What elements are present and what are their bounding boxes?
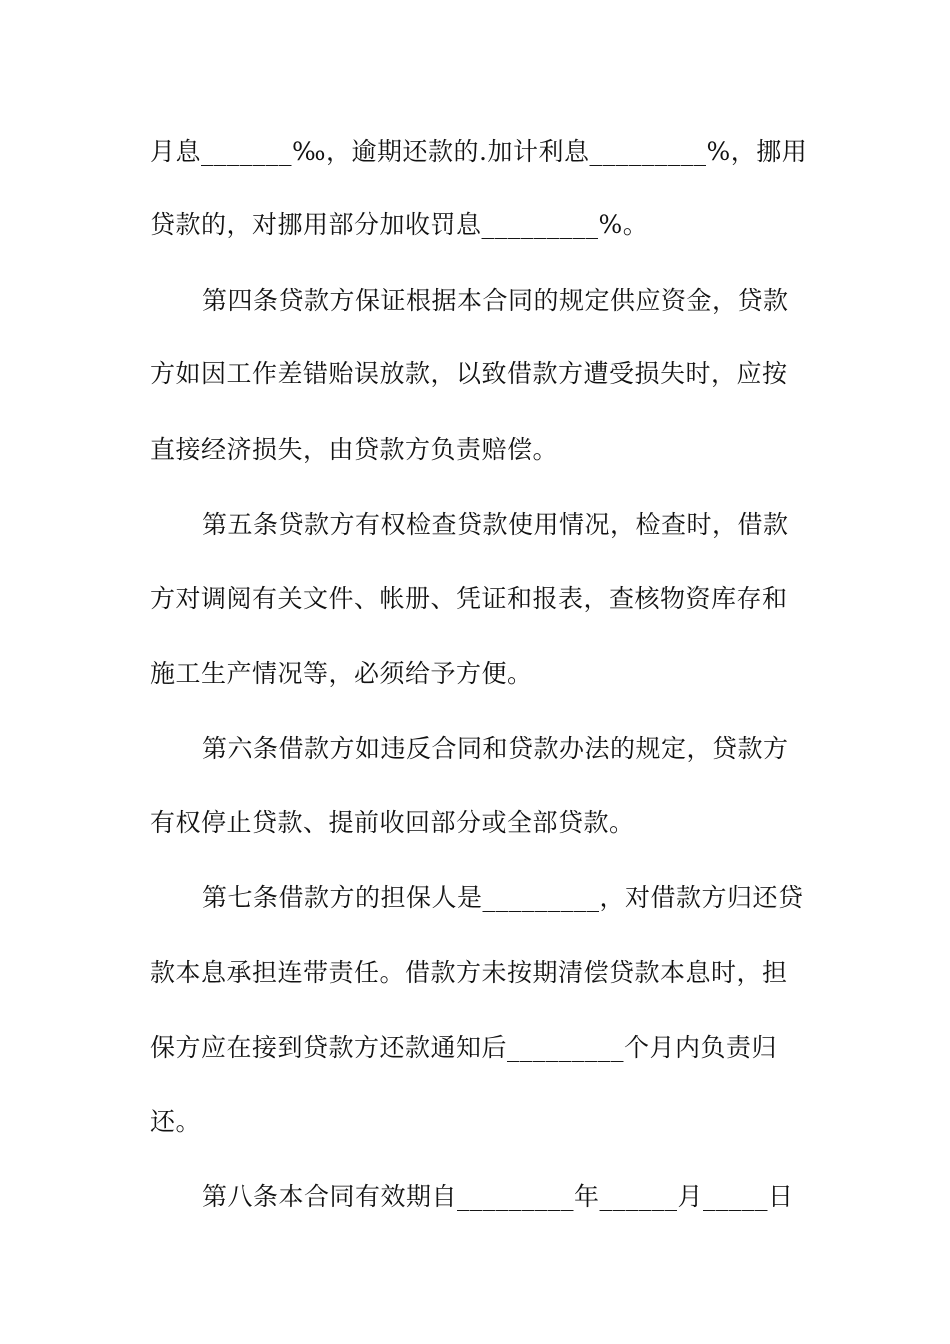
article-4-line: 第四条贷款方保证根据本合同的规定供应资金，贷款 — [202, 286, 789, 315]
text-line: 月息_______‰，逾期还款的.加计利息_________%，挪用 — [150, 137, 808, 166]
text-line: 还。 — [150, 1107, 202, 1136]
article-7-line: 第七条借款方的担保人是_________，对借款方归还贷 — [202, 883, 804, 912]
article-8-line: 第八条本合同有效期自_________年______月_____日 — [202, 1182, 794, 1211]
text-line: 直接经济损失，由贷款方负责赔偿。 — [150, 435, 559, 464]
article-6-line: 第六条借款方如违反合同和贷款办法的规定，贷款方 — [202, 734, 789, 763]
text-line: 款本息承担连带责任。借款方未按期清偿贷款本息时，担 — [150, 958, 788, 987]
article-5-line: 第五条贷款方有权检查贷款使用情况，检查时，借款 — [202, 510, 789, 539]
text-line: 方对调阅有关文件、帐册、凭证和报表，查核物资库存和 — [150, 584, 788, 613]
text-line: 保方应在接到贷款方还款通知后_________个月内负责归 — [150, 1033, 778, 1062]
text-line: 有权停止贷款、提前收回部分或全部贷款。 — [150, 808, 635, 837]
text-line: 施工生产情况等，必须给予方便。 — [150, 659, 533, 688]
text-line: 方如因工作差错贻误放款，以致借款方遭受损失时，应按 — [150, 359, 788, 388]
text-line: 贷款的，对挪用部分加收罚息_________%。 — [150, 210, 649, 239]
